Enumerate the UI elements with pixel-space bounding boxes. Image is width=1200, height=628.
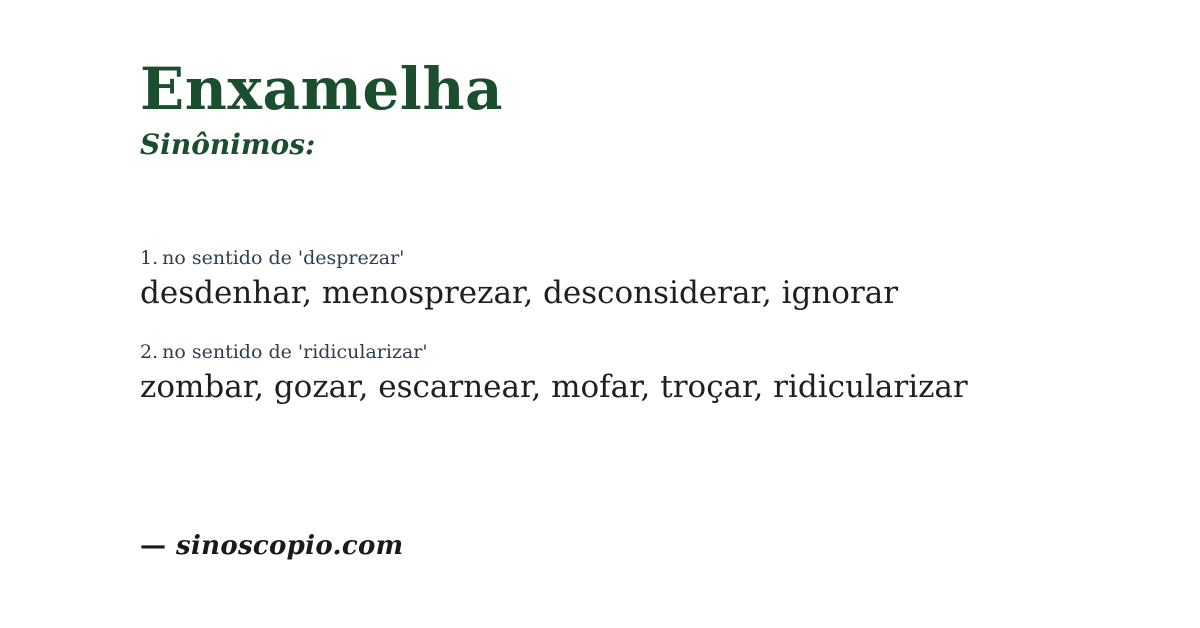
sense-entry-2 [140,340,1140,407]
attribution-dash: — [140,531,166,561]
sense-synonyms: desdenhar, menosprezar, desconsiderar, ignorar [140,275,899,311]
sense-entry-1 [140,246,1140,313]
sense-number: 1. [140,247,159,269]
sense-context: no sentido de 'ridicularizar' [162,341,428,363]
synonyms-heading: Sinônimos: [140,127,316,161]
source-site-name: sinoscopio.com [176,531,404,561]
word-title: Enxamelha [140,55,504,123]
sense-context: no sentido de 'desprezar' [162,247,405,269]
card-header [140,56,503,161]
sense-label [140,340,1140,364]
sense-label [140,246,1140,270]
senses-list [140,246,1140,407]
source-attribution [140,531,403,561]
sense-number: 2. [140,341,159,363]
sense-synonyms: zombar, gozar, escarnear, mofar, troçar, ridicularizar [140,369,968,405]
